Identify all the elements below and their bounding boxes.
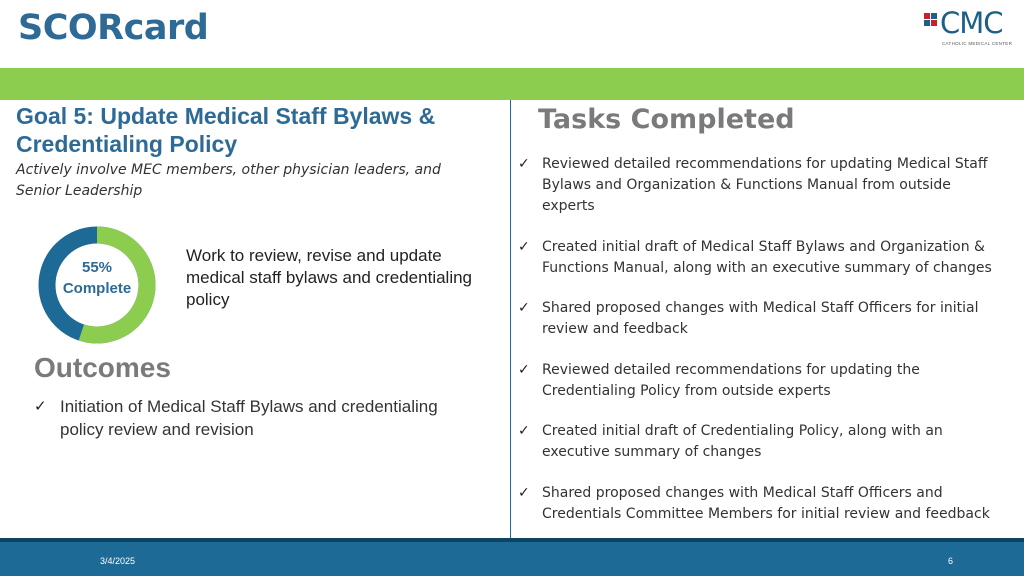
progress-status: Complete xyxy=(62,280,132,297)
task-item xyxy=(518,154,1008,217)
task-text: Reviewed detailed recommendations for updating Medical Staff Bylaws and Organization & Functions Manual from outside experts xyxy=(542,156,988,214)
checkmark-icon: ✓ xyxy=(518,484,530,501)
logo-subtitle: CATHOLIC MEDICAL CENTER xyxy=(942,41,1013,46)
checkmark-icon: ✓ xyxy=(518,361,530,378)
tasks-list xyxy=(518,154,1008,544)
task-text: Created initial draft of Medical Staff Bylaws and Organization & Functions Manual, along with an executive summary of changes xyxy=(542,238,992,276)
tasks-heading: Tasks Completed xyxy=(538,104,795,135)
outcome-text: Initiation of Medical Staff Bylaws and credentialing policy review and revision xyxy=(60,397,438,439)
checkmark-icon: ✓ xyxy=(518,423,530,439)
logo-squares-icon xyxy=(924,13,939,28)
slide-title: SCORcard xyxy=(18,8,209,48)
checkmark-icon: ✓ xyxy=(518,238,530,255)
task-item xyxy=(518,360,1008,402)
task-item xyxy=(518,237,1008,279)
task-text: Shared proposed changes with Medical Staff Officers and Credentials Committee Members for initial review and feedback xyxy=(542,484,990,522)
checkmark-icon: ✓ xyxy=(518,300,530,316)
task-text: Reviewed detailed recommendations for updating the Credentialing Policy from outside experts xyxy=(542,361,920,399)
cmc-logo xyxy=(924,6,1016,50)
work-description: Work to review, revise and update medical staff bylaws and credentialing policy xyxy=(186,246,473,309)
outcomes-heading: Outcomes xyxy=(34,352,171,383)
header-accent-bar xyxy=(0,68,1024,100)
goal-subtitle: Actively involve MEC members, other physician leaders, and Senior Leadership xyxy=(16,162,441,199)
page-number: 6 xyxy=(948,556,954,566)
task-item xyxy=(518,298,1008,340)
logo-text: CMC xyxy=(940,6,1003,40)
progress-label xyxy=(33,257,161,299)
checkmark-icon: ✓ xyxy=(34,398,47,415)
goal-title: Goal 5: Update Medical Staff Bylaws & Credentialing Policy xyxy=(16,103,436,157)
checkmark-icon: ✓ xyxy=(518,156,530,172)
task-item xyxy=(518,483,1008,525)
progress-percent: 55% xyxy=(81,259,113,276)
task-text: Created initial draft of Credentialing Policy, along with an executive summary of changes xyxy=(542,423,943,460)
task-item xyxy=(518,421,1008,463)
footer-date: 3/4/2025 xyxy=(100,556,136,566)
column-divider xyxy=(510,100,511,538)
outcome-item xyxy=(34,395,484,441)
footer-bar xyxy=(0,538,1024,576)
task-text: Shared proposed changes with Medical Staff Officers for initial review and feedback xyxy=(542,300,979,337)
